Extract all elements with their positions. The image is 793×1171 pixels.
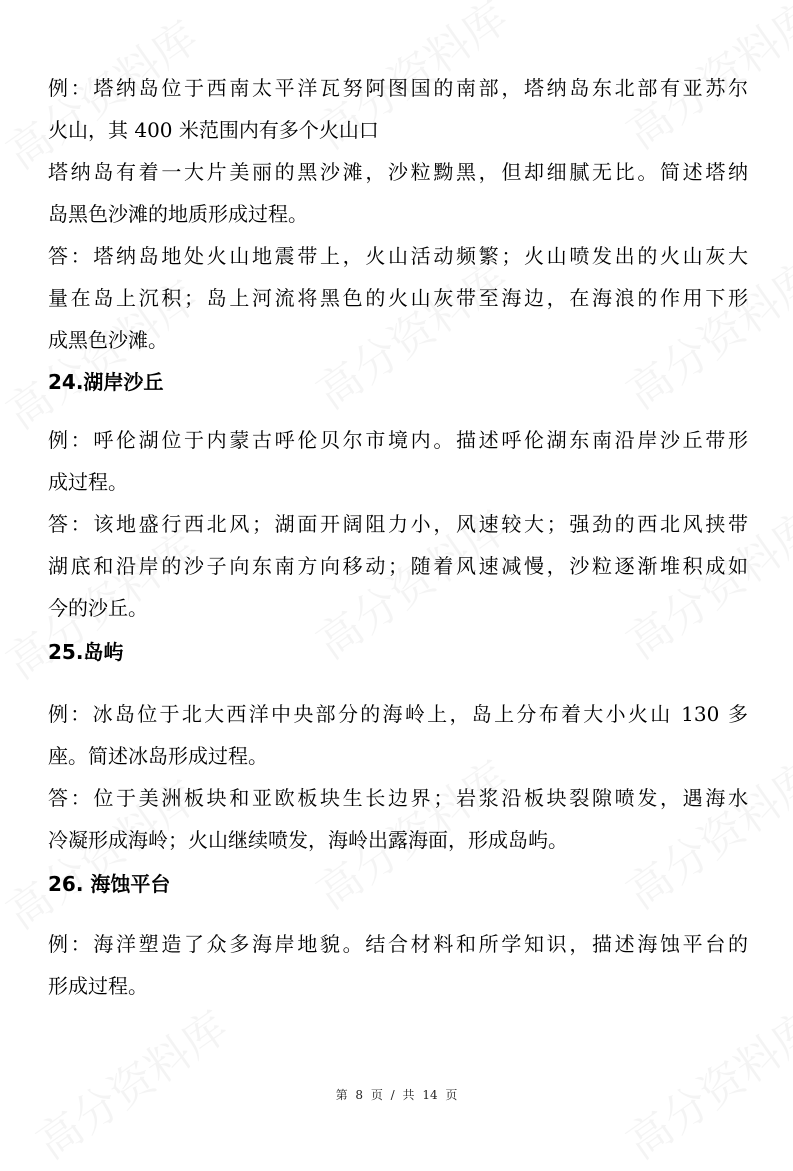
paragraph-line: 答：塔纳岛地处火山地震带上，火山活动频繁；火山喷发出的火山灰大 — [48, 244, 748, 268]
watermark — [612, 993, 793, 1171]
section-heading: 24.湖岸沙丘 — [48, 370, 164, 394]
paragraph-line: 量在岛上沉积；岛上河流将黑色的火山灰带至海边，在海浪的作用下形 — [48, 286, 748, 310]
paragraph-line: 答：该地盛行西北风；湖面开阔阻力小，风速较大；强劲的西北风挟带 — [48, 512, 748, 536]
paragraph-line: 例：呼伦湖位于内蒙古呼伦贝尔市境内。描述呼伦湖东南沿岸沙丘带形 — [48, 428, 748, 452]
paragraph-line: 成过程。 — [48, 470, 128, 494]
paragraph-line: 湖底和沿岸的沙子向东南方向移动；随着风速减慢，沙粒逐渐堆积成如 — [48, 554, 748, 578]
paragraph-line: 例：海洋塑造了众多海岸地貌。结合材料和所学知识，描述海蚀平台的 — [48, 932, 748, 956]
paragraph-line: 塔纳岛有着一大片美丽的黑沙滩，沙粒黝黑，但却细腻无比。简述塔纳 — [48, 160, 748, 184]
paragraph-line: 例：冰岛位于北大西洋中央部分的海岭上，岛上分布着大小火山 130 多 — [48, 702, 748, 726]
paragraph-line: 火山，其 400 米范围内有多个火山口 — [48, 118, 379, 142]
page-footer: 第 8 页 / 共 14 页 — [335, 1088, 458, 1102]
watermark — [22, 993, 239, 1171]
paragraph-line: 例：塔纳岛位于西南太平洋瓦努阿图国的南部，塔纳岛东北部有亚苏尔 — [48, 76, 748, 100]
section-heading: 26. 海蚀平台 — [48, 872, 171, 896]
paragraph-line: 岛黑色沙滩的地质形成过程。 — [48, 202, 308, 226]
paragraph-line: 冷凝形成海岭；火山继续喷发，海岭出露海面，形成岛屿。 — [48, 828, 568, 852]
section-heading: 25.岛屿 — [48, 640, 124, 664]
paragraph-line: 答：位于美洲板块和亚欧板块生长边界；岩浆沿板块裂隙喷发，遇海水 — [48, 786, 748, 810]
paragraph-line: 成黑色沙滩。 — [48, 328, 168, 352]
paragraph-line: 今的沙丘。 — [48, 596, 148, 620]
paragraph-line: 形成过程。 — [48, 974, 148, 998]
paragraph-line: 座。简述冰岛形成过程。 — [48, 744, 268, 768]
